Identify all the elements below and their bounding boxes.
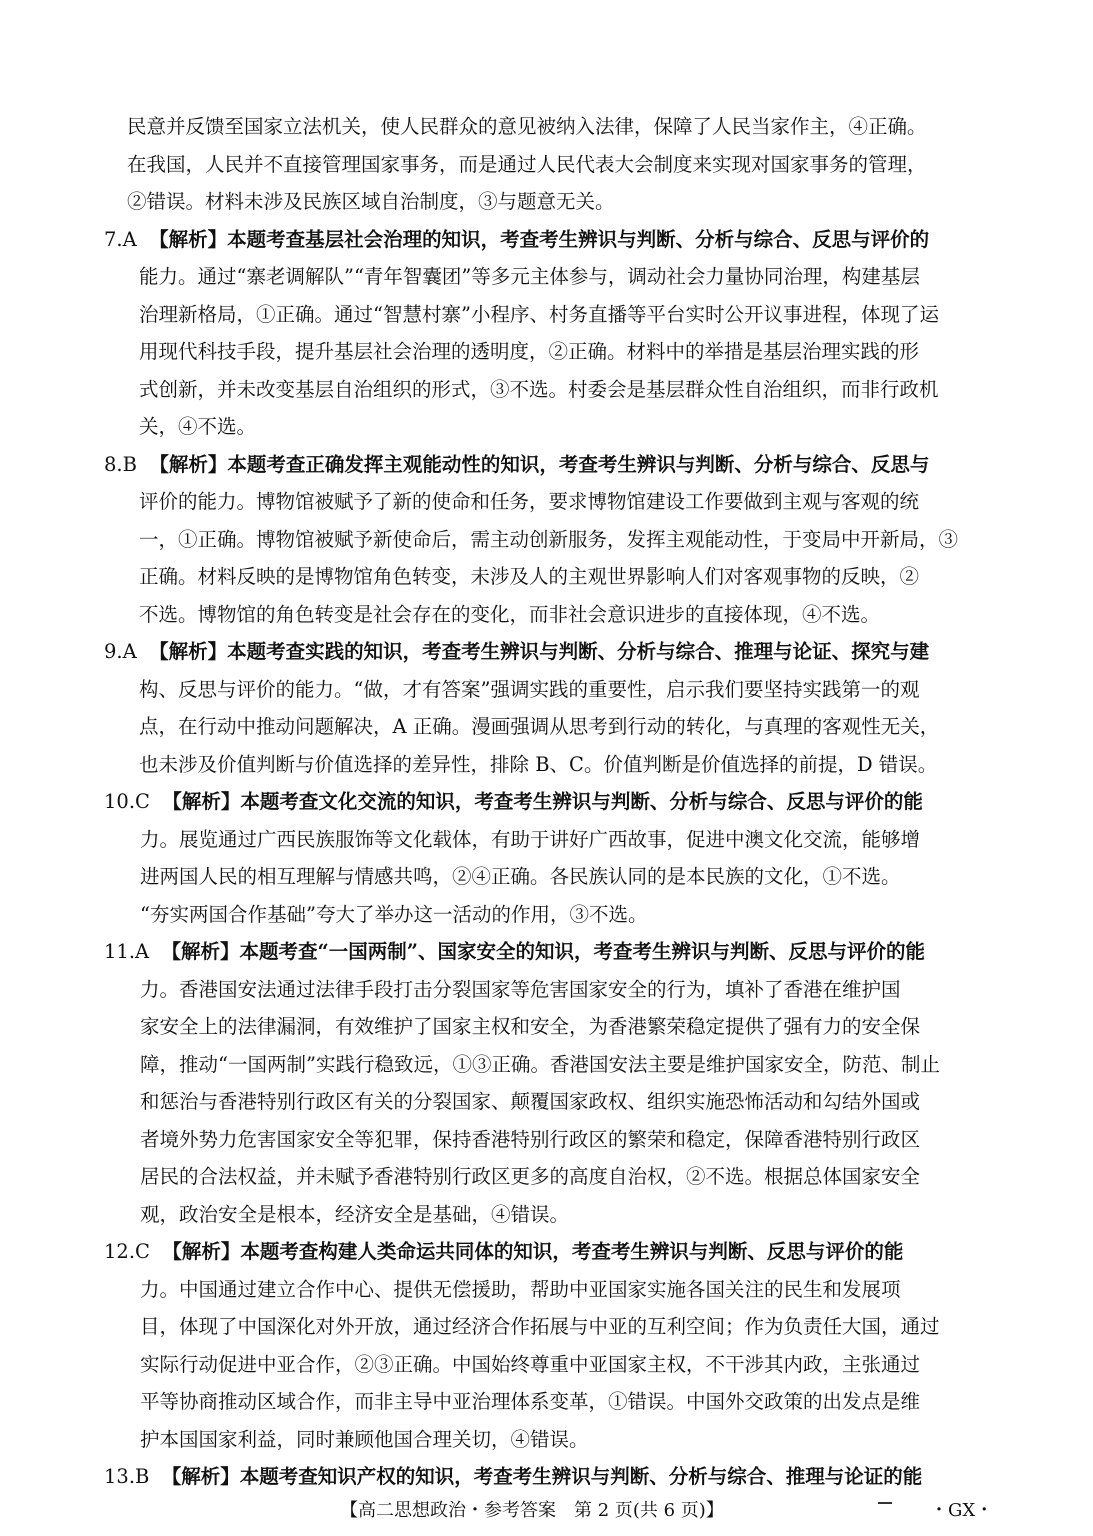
text-line: 力。展览通过广西民族服饰等文化载体，有助于讲好广西故事，促进中澳文化交流，能够增 [140, 827, 921, 851]
analysis-label: 【解析】 [161, 940, 240, 963]
first-line [0, 221, 1093, 259]
text-line: 民意并反馈至国家立法机关，使人民群众的意见被纳入法律，保障了人民当家作主，④正确。 [127, 115, 927, 138]
question-11-explanation [0, 933, 1093, 1233]
answer-letter: C [135, 1240, 150, 1263]
analysis-label: 【解析】 [149, 227, 228, 251]
text-line: 能力。通过“寨老调解队”“青年智囊团”等多元主体参与，调动社会力量协同治理，构建基层 [139, 265, 920, 288]
first-line [0, 1458, 1093, 1496]
text-line: 平等协商推动区域合作，而非主导中亚治理体系变革，①错误。中国外交政策的出发点是维 [140, 1390, 921, 1413]
text-line: 观，政治安全是根本，经济安全是基础，④错误。 [140, 1202, 570, 1226]
continuation-paragraph [0, 108, 1093, 221]
analysis-label: 【解析】 [161, 1465, 240, 1488]
text-line: 力。香港国安法通过法律手段打击分裂国家等危害国家安全的行为，填补了香港在维护国 [140, 977, 901, 1001]
first-line [0, 446, 1093, 484]
answer-explanations [0, 108, 1093, 1496]
text-line: 障，推动“一国两制”实践行稳致远，①③正确。香港国安法主要是维护国家安全，防范、制止 [140, 1052, 940, 1076]
text-line: 关，④不选。 [139, 415, 257, 438]
answer-letter: C [135, 790, 150, 813]
topic-sentence: 本题考查文化交流的知识，考查考生辨识与判断、分析与综合、反思与评价的能 [240, 790, 923, 813]
question-10-explanation [0, 783, 1093, 933]
question-number: 10. [104, 790, 136, 813]
question-number: 7. [104, 227, 123, 251]
analysis-label: 【解析】 [149, 640, 228, 663]
topic-sentence: 本题考查“一国两制”、国家安全的知识，考查考生辨识与判断、反思与评价的能 [239, 940, 925, 963]
question-number: 9. [104, 640, 123, 663]
first-line [0, 933, 1093, 971]
text-line: ②错误。材料未涉及民族区域自治制度，③与题意无关。 [127, 190, 615, 213]
text-line: 进两国人民的相互理解与情感共鸣，②④正确。各民族认同的是本民族的文化，①不选。 [140, 865, 901, 888]
text-line: 不选。博物馆的角色转变是社会存在的变化，而非社会意识进步的直接体现，④不选。 [139, 602, 881, 626]
text-line: 目，体现了中国深化对外开放，通过经济合作拓展与中亚的互利空间；作为负责任大国，通过 [140, 1315, 940, 1338]
question-number: 8. [104, 452, 123, 476]
text-line: 治理新格局，①正确。通过“智慧村寨”小程序、村务直播等平台实时公开议事进程，体现了运 [139, 302, 939, 326]
text-line: 评价的能力。博物馆被赋予了新的使命和任务，要求博物馆建设工作要做到主观与客观的统 [139, 490, 920, 513]
analysis-label: 【解析】 [149, 452, 228, 476]
topic-sentence: 本题考查构建人类命运共同体的知识，考查考生辨识与判断、反思与评价的能 [240, 1240, 904, 1263]
answer-letter: B [135, 1465, 150, 1488]
text-line: 正确。材料反映的是博物馆角色转变，未涉及人的主观世界影响人们对客观事物的反映，② [139, 565, 920, 588]
text-line: 用现代科技手段，提升基层社会治理的透明度，②正确。材料中的举措是基层治理实践的形 [139, 340, 920, 363]
question-7-explanation [0, 221, 1093, 446]
analysis-label: 【解析】 [162, 790, 241, 813]
text-line: 在我国，人民并不直接管理国家事务，而是通过人民代表大会制度来实现对国家事务的管理， [127, 152, 927, 176]
footer-page-info: 【高二思想政治・参考答案 第 2 页(共 6 页)】 [340, 1500, 724, 1521]
text-line: 护本国国家利益，同时兼顾他国合理关切，④错误。 [140, 1427, 589, 1451]
text-line: 也未涉及价值判断与价值选择的差异性，排除 B、C。价值判断是价值选择的前提，D 错误。 [139, 752, 938, 776]
topic-sentence: 本题考查正确发挥主观能动性的知识，考查考生辨识与判断、分析与综合、反思与 [227, 452, 930, 476]
topic-sentence: 本题考查知识产权的知识，考查考生辨识与判断、分析与综合、推理与论证的能 [239, 1465, 923, 1488]
text-line: 点，在行动中推动问题解决，A 正确。漫画强调从思考到行动的转化，与真理的客观性无关， [139, 715, 940, 738]
first-line [0, 633, 1093, 671]
question-number: 12. [104, 1240, 136, 1263]
question-8-explanation [0, 446, 1093, 634]
answer-letter: A [135, 940, 150, 963]
text-line: 家安全上的法律漏洞，有效维护了国家主权和安全，为香港繁荣稳定提供了强有力的安全保 [140, 1015, 921, 1038]
answer-letter: A [122, 227, 137, 251]
text-line: 实际行动促进中亚合作，②③正确。中国始终尊重中亚国家主权，不干涉其内政，主张通过 [140, 1352, 921, 1376]
question-12-explanation [0, 1233, 1093, 1458]
text-line: 者境外势力危害国家安全等犯罪，保持香港特别行政区的繁荣和稳定，保障香港特别行政区 [140, 1127, 921, 1151]
footer-mark [878, 1502, 892, 1504]
text-line: 力。中国通过建立合作中心、提供无偿援助，帮助中亚国家实施各国关注的民生和发展项 [140, 1277, 901, 1301]
topic-sentence: 本题考查基层社会治理的知识，考查考生辨识与判断、分析与综合、反思与评价的 [227, 227, 930, 251]
question-9-explanation [0, 633, 1093, 783]
text-line: 式创新，并未改变基层自治组织的形式，③不选。村委会是基层群众性自治组织，而非行政机 [139, 377, 939, 401]
text-line: 居民的合法权益，并未赋予香港特别行政区更多的高度自治权，②不选。根据总体国家安全 [140, 1165, 921, 1188]
topic-sentence: 本题考查实践的知识，考查考生辨识与判断、分析与综合、推理与论证、探究与建 [227, 640, 930, 663]
analysis-label: 【解析】 [162, 1240, 241, 1263]
question-number: 13. [104, 1465, 136, 1488]
text-line: 和惩治与香港特别行政区有关的分裂国家、颠覆国家政权、组织实施恐怖活动和勾结外国或 [140, 1090, 921, 1113]
text-line: 一，①正确。博物馆被赋予新使命后，需主动创新服务，发挥主观能动性，于变局中开新局，③ [139, 527, 959, 551]
first-line [0, 1233, 1093, 1271]
question-number: 11. [104, 940, 136, 963]
first-line [0, 783, 1093, 821]
text-line: 构、反思与评价的能力。“做，才有答案”强调实践的重要性，启示我们要坚持实践第一的观 [139, 677, 920, 701]
footer-region-code: ・GX・ [930, 1500, 994, 1521]
text-line: “夯实两国合作基础”夸大了举办这一活动的作用，③不选。 [140, 902, 648, 926]
question-13-explanation [0, 1458, 1093, 1496]
answer-letter: A [122, 640, 137, 663]
answer-letter: B [122, 452, 137, 476]
